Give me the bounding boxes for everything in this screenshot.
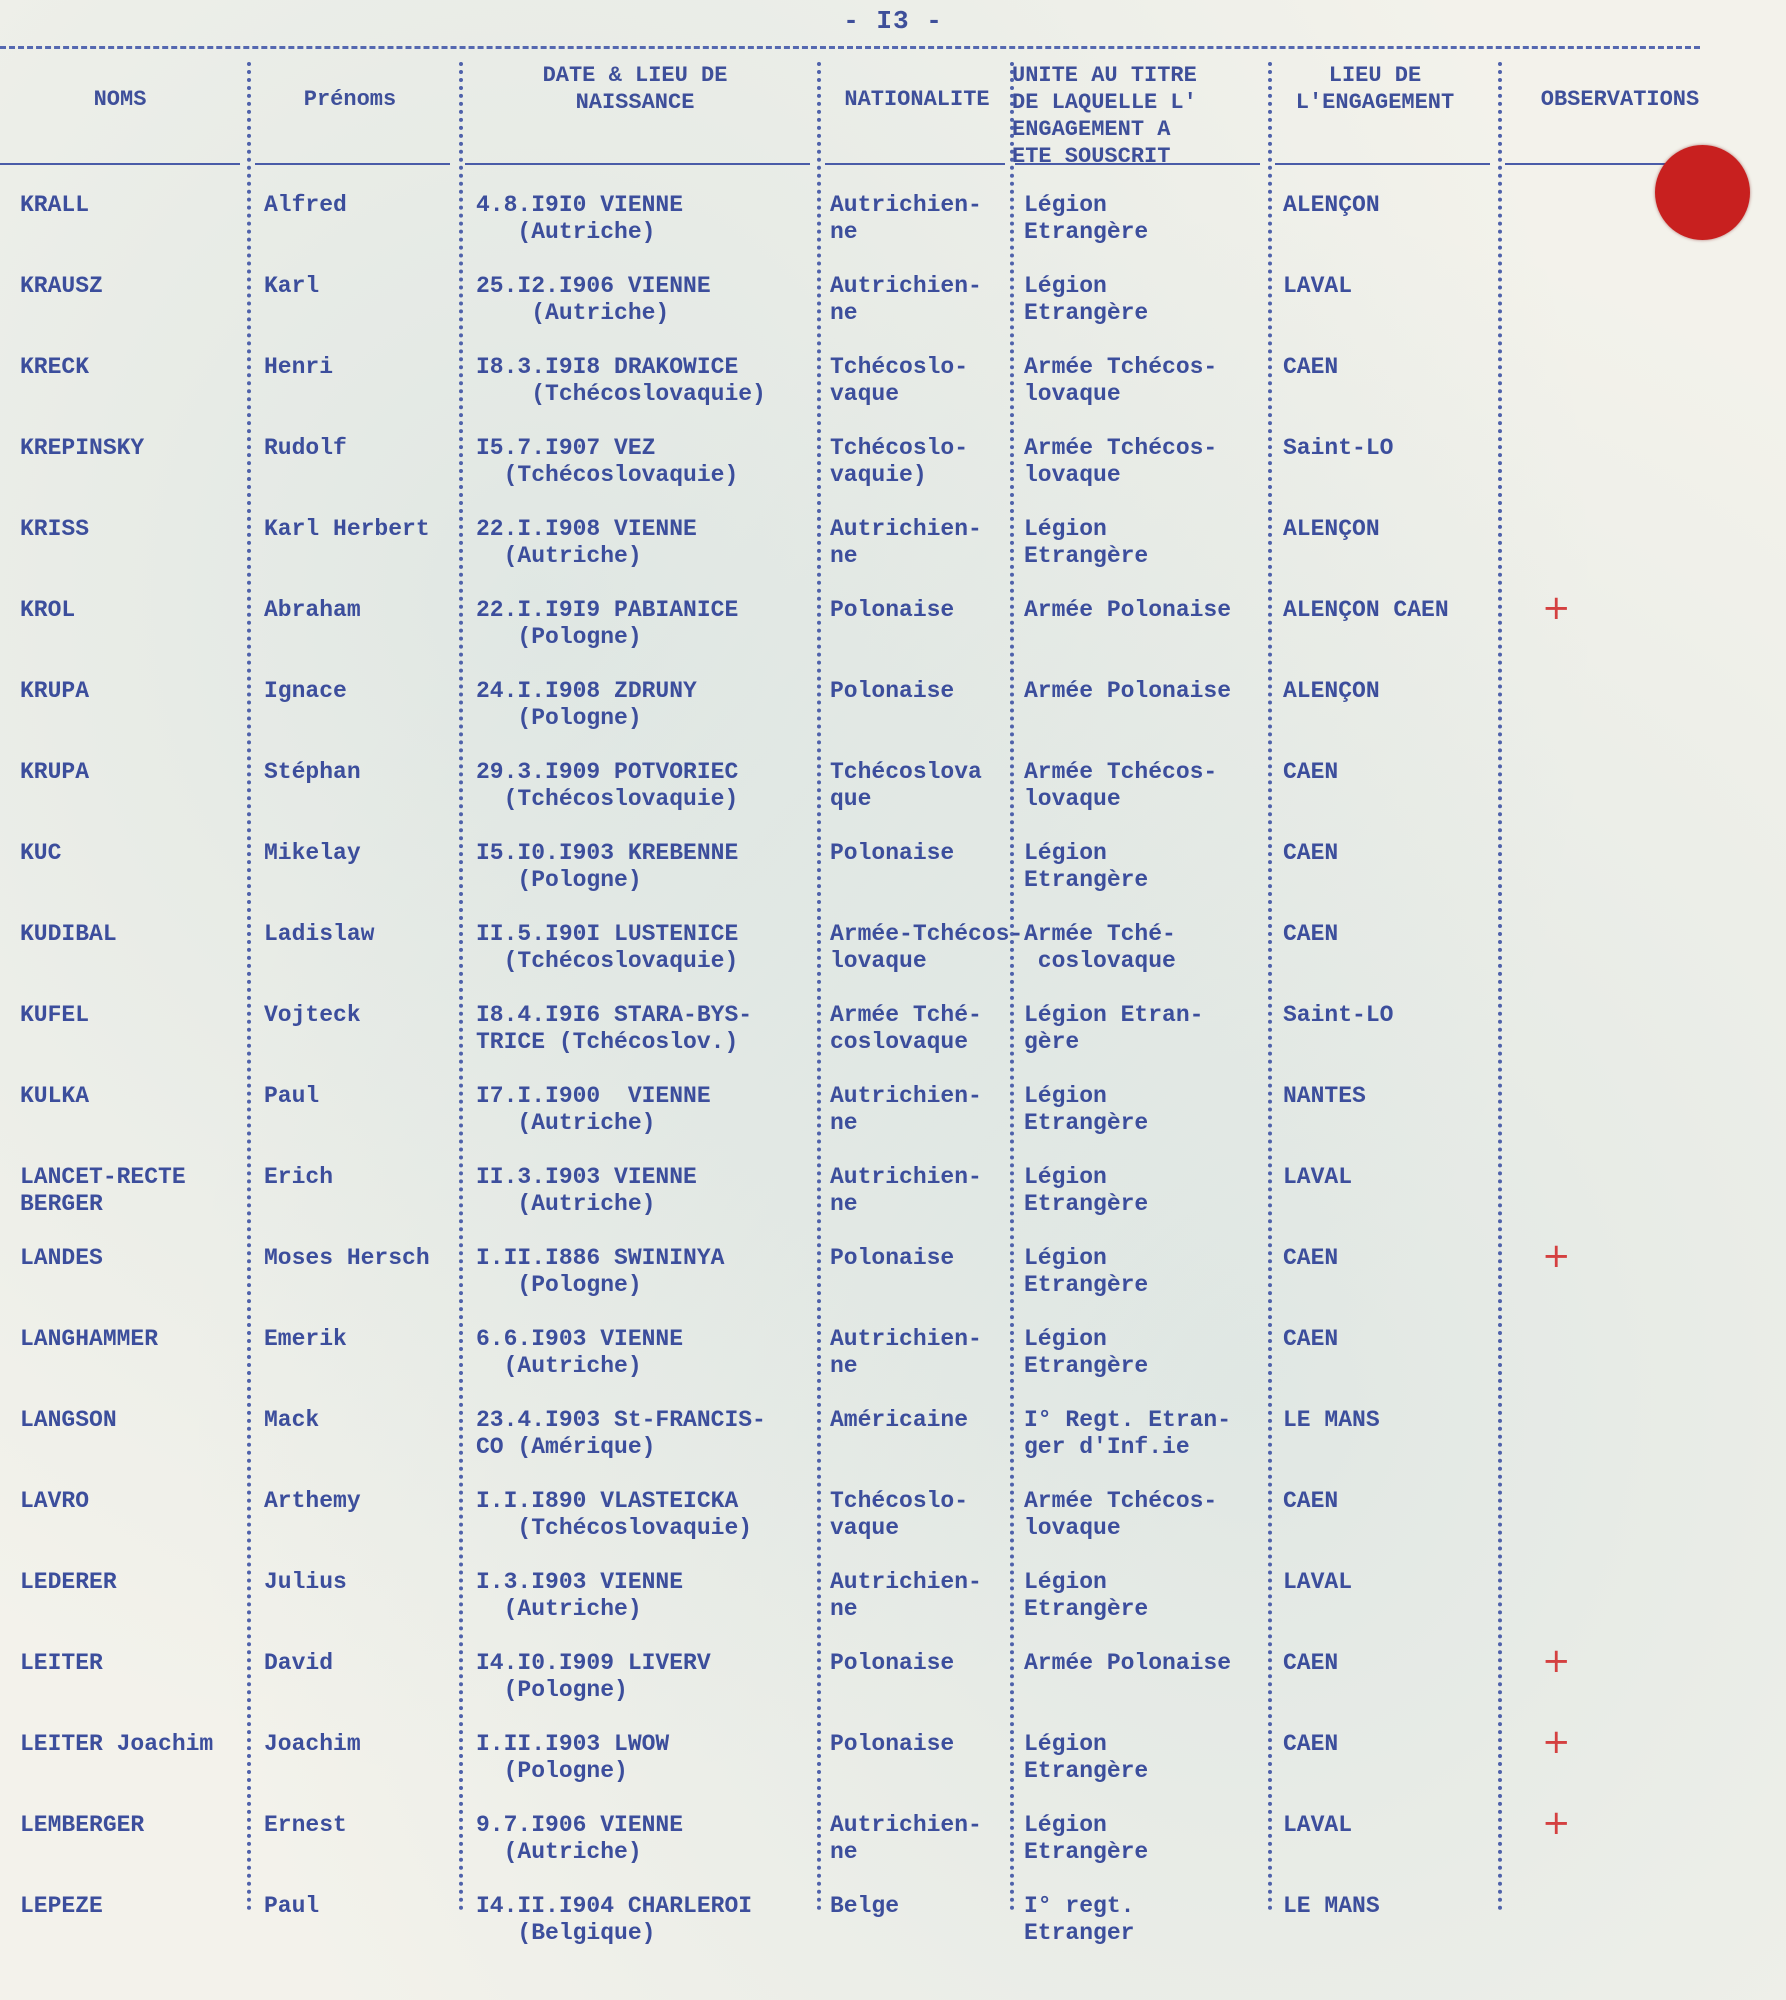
cell-prenom: David	[264, 1650, 334, 1676]
cell-lieu-engagement: CAEN	[1283, 921, 1339, 947]
cell-prenom: Henri	[264, 354, 334, 380]
cell-nom: LAVRO	[20, 1488, 90, 1514]
cell-nom: LEITER	[20, 1650, 103, 1676]
cell-nom: KUDIBAL	[20, 921, 117, 947]
cell-prenom: Vojteck	[264, 1002, 361, 1028]
cell-lieu-engagement: LAVAL	[1283, 1569, 1353, 1595]
cell-nom: KRAUSZ	[20, 273, 103, 299]
cell-prenom: Moses Hersch	[264, 1245, 430, 1271]
cell-lieu-engagement: ALENÇON	[1283, 678, 1380, 704]
cell-prenom: Arthemy	[264, 1488, 361, 1514]
header-nationalite: NATIONALITE	[844, 87, 990, 112]
table-row	[0, 759, 1786, 839]
cell-date-lieu: I4.I0.I909 LIVERV (Pologne)	[476, 1650, 711, 1703]
cell-unite: I° Regt. Etran- ger d'Inf.ie	[1024, 1407, 1232, 1460]
cell-nom: KROL	[20, 597, 76, 623]
cell-unite: Légion Etrangère	[1024, 1245, 1149, 1298]
cell-prenom: Paul	[264, 1893, 320, 1919]
cell-date-lieu: 25.I2.I906 VIENNE (Autriche)	[476, 273, 711, 326]
cell-nom: KUFEL	[20, 1002, 90, 1028]
header-lieu-engagement: LIEU DE L'ENGAGEMENT	[1295, 63, 1455, 115]
cell-nationalite: Tchécoslo- vaquie)	[830, 435, 969, 488]
cell-lieu-engagement: LAVAL	[1283, 1164, 1353, 1190]
cell-unite: Légion Etrangère	[1024, 1569, 1149, 1622]
cell-date-lieu: 23.4.I903 St-FRANCIS- CO (Amérique)	[476, 1407, 766, 1460]
observation-cross-mark: +	[1542, 1803, 1571, 1843]
header-rule-date	[465, 163, 810, 165]
observation-cross-mark: +	[1542, 588, 1571, 628]
cell-nom: LEPEZE	[20, 1893, 103, 1919]
cell-nom: LANCET-RECTE BERGER	[20, 1164, 186, 1217]
cell-date-lieu: II.3.I903 VIENNE (Autriche)	[476, 1164, 697, 1217]
cell-nom: LEITER Joachim	[20, 1731, 214, 1757]
cell-date-lieu: 9.7.I906 VIENNE (Autriche)	[476, 1812, 684, 1865]
table-row	[0, 1326, 1786, 1406]
cell-prenom: Mikelay	[264, 840, 361, 866]
table-row	[0, 354, 1786, 434]
cell-nom: LANDES	[20, 1245, 103, 1271]
header-observations: OBSERVATIONS	[1540, 87, 1700, 112]
cell-nationalite: Tchécoslova que	[830, 759, 982, 812]
cell-unite: Légion Etrangère	[1024, 1164, 1149, 1217]
cell-date-lieu: 6.6.I903 VIENNE (Autriche)	[476, 1326, 684, 1379]
table-row	[0, 1569, 1786, 1649]
table-row	[0, 273, 1786, 353]
cell-lieu-engagement: Saint-LO	[1283, 435, 1394, 461]
page-number: - I3 -	[843, 6, 943, 36]
cell-prenom: Ernest	[264, 1812, 347, 1838]
cell-prenom: Ladislaw	[264, 921, 375, 947]
cell-nationalite: Autrichien- ne	[830, 516, 982, 569]
cell-nationalite: Polonaise	[830, 678, 955, 704]
cell-nationalite: Polonaise	[830, 597, 955, 623]
header-date-lieu: DATE & LIEU DE NAISSANCE	[542, 63, 728, 115]
cell-nationalite: Polonaise	[830, 1650, 955, 1676]
table-row	[0, 1893, 1786, 1973]
cell-unite: Armée Tchécos- lovaque	[1024, 354, 1218, 407]
cell-nom: KRALL	[20, 192, 90, 218]
cell-nom: KREPINSKY	[20, 435, 145, 461]
cell-unite: Armée Polonaise	[1024, 597, 1232, 623]
cell-unite: Légion Etrangère	[1024, 840, 1149, 893]
cell-lieu-engagement: CAEN	[1283, 840, 1339, 866]
cell-lieu-engagement: CAEN	[1283, 1245, 1339, 1271]
header-rule-prenoms	[255, 163, 450, 165]
cell-prenom: Karl	[264, 273, 320, 299]
cell-unite: Légion Etrangère	[1024, 1731, 1149, 1784]
table-row	[0, 1803, 1786, 1892]
cell-lieu-engagement: CAEN	[1283, 1326, 1339, 1352]
cell-nom: KUC	[20, 840, 62, 866]
cell-date-lieu: I7.I.I900 VIENNE (Autriche)	[476, 1083, 711, 1136]
cell-lieu-engagement: Saint-LO	[1283, 1002, 1394, 1028]
cell-prenom: Paul	[264, 1083, 320, 1109]
cell-nom: LEDERER	[20, 1569, 117, 1595]
table-row	[0, 435, 1786, 515]
cell-date-lieu: 24.I.I908 ZDRUNY (Pologne)	[476, 678, 697, 731]
cell-unite: Légion Etrangère	[1024, 192, 1149, 245]
table-row	[0, 1002, 1786, 1082]
cell-nom: KRISS	[20, 516, 90, 542]
cell-nationalite: Autrichien- ne	[830, 1812, 982, 1865]
cell-prenom: Stéphan	[264, 759, 361, 785]
cell-date-lieu: I5.7.I907 VEZ (Tchécoslovaquie)	[476, 435, 739, 488]
header-rule-nationalite	[825, 163, 1005, 165]
cell-prenom: Julius	[264, 1569, 347, 1595]
table-row	[0, 840, 1786, 920]
observation-cross-mark: +	[1542, 1722, 1571, 1762]
cell-unite: Armée Tchécos- lovaque	[1024, 1488, 1218, 1541]
header-unite: UNITE AU TITRE DE LAQUELLE L' ENGAGEMENT A ETE SOUSCRIT	[1012, 63, 1197, 169]
cell-lieu-engagement: NANTES	[1283, 1083, 1366, 1109]
cell-date-lieu: II.5.I90I LUSTENICE (Tchécoslovaquie)	[476, 921, 739, 974]
cell-nom: KULKA	[20, 1083, 90, 1109]
cell-lieu-engagement: ALENÇON	[1283, 516, 1380, 542]
cell-date-lieu: I5.I0.I903 KREBENNE (Pologne)	[476, 840, 739, 893]
cell-lieu-engagement: LE MANS	[1283, 1893, 1380, 1919]
cell-date-lieu: I4.II.I904 CHARLEROI (Belgique)	[476, 1893, 753, 1946]
cell-unite: Légion Etrangère	[1024, 1083, 1149, 1136]
cell-unite: Armée Polonaise	[1024, 678, 1232, 704]
cell-nom: LANGHAMMER	[20, 1326, 159, 1352]
cell-prenom: Emerik	[264, 1326, 347, 1352]
cell-lieu-engagement: CAEN	[1283, 354, 1339, 380]
table-row	[0, 1083, 1786, 1163]
cell-nationalite: Autrichien- ne	[830, 1569, 982, 1622]
cell-date-lieu: I.II.I903 LWOW (Pologne)	[476, 1731, 670, 1784]
cell-nationalite: Polonaise	[830, 840, 955, 866]
cell-nom: KRUPA	[20, 678, 90, 704]
cell-nationalite: Armée-Tchécos- lovaque	[830, 921, 1024, 974]
cell-unite: Légion Etrangère	[1024, 516, 1149, 569]
cell-prenom: Erich	[264, 1164, 334, 1190]
cell-lieu-engagement: CAEN	[1283, 759, 1339, 785]
cell-lieu-engagement: ALENÇON CAEN	[1283, 597, 1449, 623]
cell-unite: Légion Etrangère	[1024, 1326, 1149, 1379]
cell-prenom: Ignace	[264, 678, 347, 704]
table-row	[0, 921, 1786, 1001]
cell-lieu-engagement: CAEN	[1283, 1731, 1339, 1757]
header-rule-noms	[0, 163, 240, 165]
cell-prenom: Abraham	[264, 597, 361, 623]
table-row	[0, 516, 1786, 596]
cell-unite: Légion Etrangère	[1024, 1812, 1149, 1865]
header-rule-lieu	[1275, 163, 1490, 165]
top-dashed-rule	[0, 46, 1700, 49]
cell-nationalite: Tchécoslo- vaque	[830, 354, 969, 407]
table-row	[0, 1488, 1786, 1568]
cell-nationalite: Polonaise	[830, 1731, 955, 1757]
cell-prenom: Mack	[264, 1407, 320, 1433]
cell-date-lieu: 29.3.I909 POTVORIEC (Tchécoslovaquie)	[476, 759, 739, 812]
cell-nom: LEMBERGER	[20, 1812, 145, 1838]
cell-nationalite: Autrichien- ne	[830, 192, 982, 245]
header-prenoms: Prénoms	[303, 87, 397, 112]
table-row	[0, 1164, 1786, 1244]
cell-lieu-engagement: LE MANS	[1283, 1407, 1380, 1433]
cell-unite: Légion Etran- gère	[1024, 1002, 1204, 1055]
cell-date-lieu: I8.4.I9I6 STARA-BYS- TRICE (Tchécoslov.)	[476, 1002, 753, 1055]
cell-nom: KRECK	[20, 354, 90, 380]
cell-unite: Armée Tché- coslovaque	[1024, 921, 1176, 974]
cell-unite: Légion Etrangère	[1024, 273, 1149, 326]
table-row	[0, 1236, 1786, 1325]
cell-prenom: Karl Herbert	[264, 516, 430, 542]
cell-nationalite: Belge	[830, 1893, 900, 1919]
cell-date-lieu: 22.I.I908 VIENNE (Autriche)	[476, 516, 697, 569]
header-rule-unite	[1015, 163, 1260, 165]
cell-date-lieu: 4.8.I9I0 VIENNE (Autriche)	[476, 192, 684, 245]
header-noms: NOMS	[93, 87, 147, 112]
cell-nationalite: Autrichien- ne	[830, 1083, 982, 1136]
cell-lieu-engagement: LAVAL	[1283, 273, 1353, 299]
cell-date-lieu: 22.I.I9I9 PABIANICE (Pologne)	[476, 597, 739, 650]
table-row	[0, 1407, 1786, 1487]
cell-date-lieu: I.3.I903 VIENNE (Autriche)	[476, 1569, 684, 1622]
cell-nationalite: Américaine	[830, 1407, 969, 1433]
cell-nationalite: Autrichien- ne	[830, 273, 982, 326]
cell-unite: Armée Tchécos- lovaque	[1024, 759, 1218, 812]
cell-nom: KRUPA	[20, 759, 90, 785]
cell-date-lieu: I.II.I886 SWININYA (Pologne)	[476, 1245, 725, 1298]
cell-nationalite: Tchécoslo- vaque	[830, 1488, 969, 1541]
cell-lieu-engagement: CAEN	[1283, 1488, 1339, 1514]
cell-prenom: Rudolf	[264, 435, 347, 461]
cell-unite: Armée Polonaise	[1024, 1650, 1232, 1676]
cell-nationalite: Autrichien- ne	[830, 1164, 982, 1217]
cell-nom: LANGSON	[20, 1407, 117, 1433]
cell-nationalite: Autrichien- ne	[830, 1326, 982, 1379]
cell-lieu-engagement: ALENÇON	[1283, 192, 1380, 218]
cell-date-lieu: I8.3.I9I8 DRAKOWICE (Tchécoslovaquie)	[476, 354, 766, 407]
cell-date-lieu: I.I.I890 VLASTEICKA (Tchécoslovaquie)	[476, 1488, 753, 1541]
cell-nationalite: Armée Tché- coslovaque	[830, 1002, 982, 1055]
table-row	[0, 588, 1786, 677]
table-row	[0, 1722, 1786, 1811]
cell-unite: Armée Tchécos- lovaque	[1024, 435, 1218, 488]
table-row	[0, 1641, 1786, 1730]
table-row	[0, 192, 1786, 272]
cell-prenom: Alfred	[264, 192, 347, 218]
cell-lieu-engagement: CAEN	[1283, 1650, 1339, 1676]
cell-lieu-engagement: LAVAL	[1283, 1812, 1353, 1838]
table-row	[0, 678, 1786, 758]
observation-cross-mark: +	[1542, 1641, 1571, 1681]
cell-unite: I° regt. Etranger	[1024, 1893, 1135, 1946]
observation-cross-mark: +	[1542, 1236, 1571, 1276]
cell-prenom: Joachim	[264, 1731, 361, 1757]
cell-nationalite: Polonaise	[830, 1245, 955, 1271]
